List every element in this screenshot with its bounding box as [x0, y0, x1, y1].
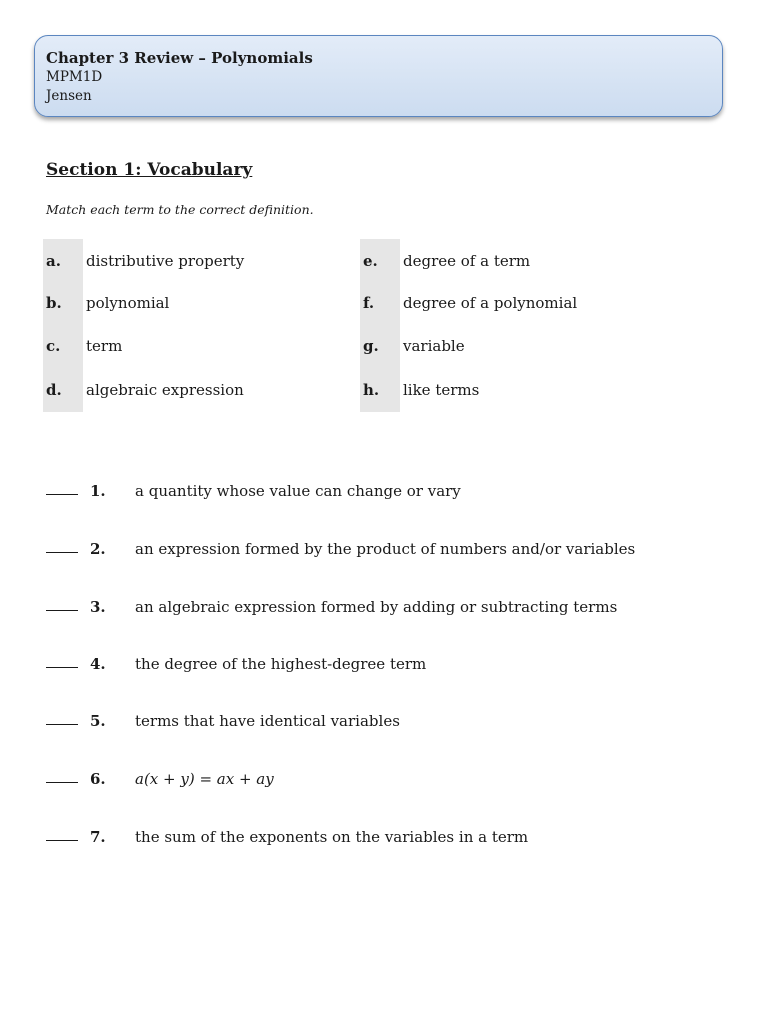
answer-blank[interactable]	[46, 494, 78, 495]
definition-math-expression: a(x + y) = ax + ay	[135, 770, 274, 788]
answer-blank[interactable]	[46, 667, 78, 668]
definition-item	[46, 482, 726, 506]
definition-text: an expression formed by the product of numbers and/or variables	[135, 540, 636, 558]
term-letter: e.	[363, 252, 378, 270]
definition-text: terms that have identical variables	[135, 712, 400, 730]
term-letter: f.	[363, 294, 375, 312]
answer-blank[interactable]	[46, 782, 78, 783]
definition-text: an algebraic expression formed by adding or subtracting terms	[135, 598, 618, 616]
term-letter: h.	[363, 381, 380, 399]
definition-text: the degree of the highest-degree term	[135, 655, 427, 673]
definition-number: 4.	[90, 655, 106, 673]
course-code: MPM1D	[46, 69, 103, 85]
answer-blank[interactable]	[46, 552, 78, 553]
answer-blank[interactable]	[46, 610, 78, 611]
term-letter: g.	[363, 337, 379, 355]
worksheet-title: Chapter 3 Review – Polynomials	[46, 49, 313, 67]
term-text: polynomial	[86, 294, 170, 312]
definition-number: 7.	[90, 828, 106, 846]
term-text: degree of a term	[403, 252, 531, 270]
section-title: Section 1: Vocabulary	[46, 160, 253, 180]
definition-text: the sum of the exponents on the variables in a term	[135, 828, 529, 846]
term-text: variable	[403, 337, 465, 355]
definition-number: 3.	[90, 598, 106, 616]
definition-number: 5.	[90, 712, 106, 730]
definition-number: 1.	[90, 482, 106, 500]
definition-number: 6.	[90, 770, 106, 788]
term-text: degree of a polynomial	[403, 294, 578, 312]
term-text: algebraic expression	[86, 381, 244, 399]
header-box	[34, 35, 723, 117]
term-letter: a.	[46, 252, 61, 270]
term-text: like terms	[403, 381, 480, 399]
term-text: distributive property	[86, 252, 245, 270]
definition-item	[46, 828, 726, 852]
term-letter: d.	[46, 381, 62, 399]
instructions: Match each term to the correct definition.	[46, 202, 314, 217]
answer-blank[interactable]	[46, 724, 78, 725]
definition-item	[46, 598, 726, 622]
term-letter: c.	[46, 337, 61, 355]
definition-item	[46, 540, 726, 564]
definition-item	[46, 655, 726, 679]
teacher-name: Jensen	[46, 88, 92, 104]
answer-blank[interactable]	[46, 840, 78, 841]
term-text: term	[86, 337, 123, 355]
definition-item	[46, 712, 726, 736]
definition-text: a quantity whose value can change or vary	[135, 482, 461, 500]
term-letter: b.	[46, 294, 62, 312]
definition-item	[46, 770, 726, 794]
definition-number: 2.	[90, 540, 106, 558]
